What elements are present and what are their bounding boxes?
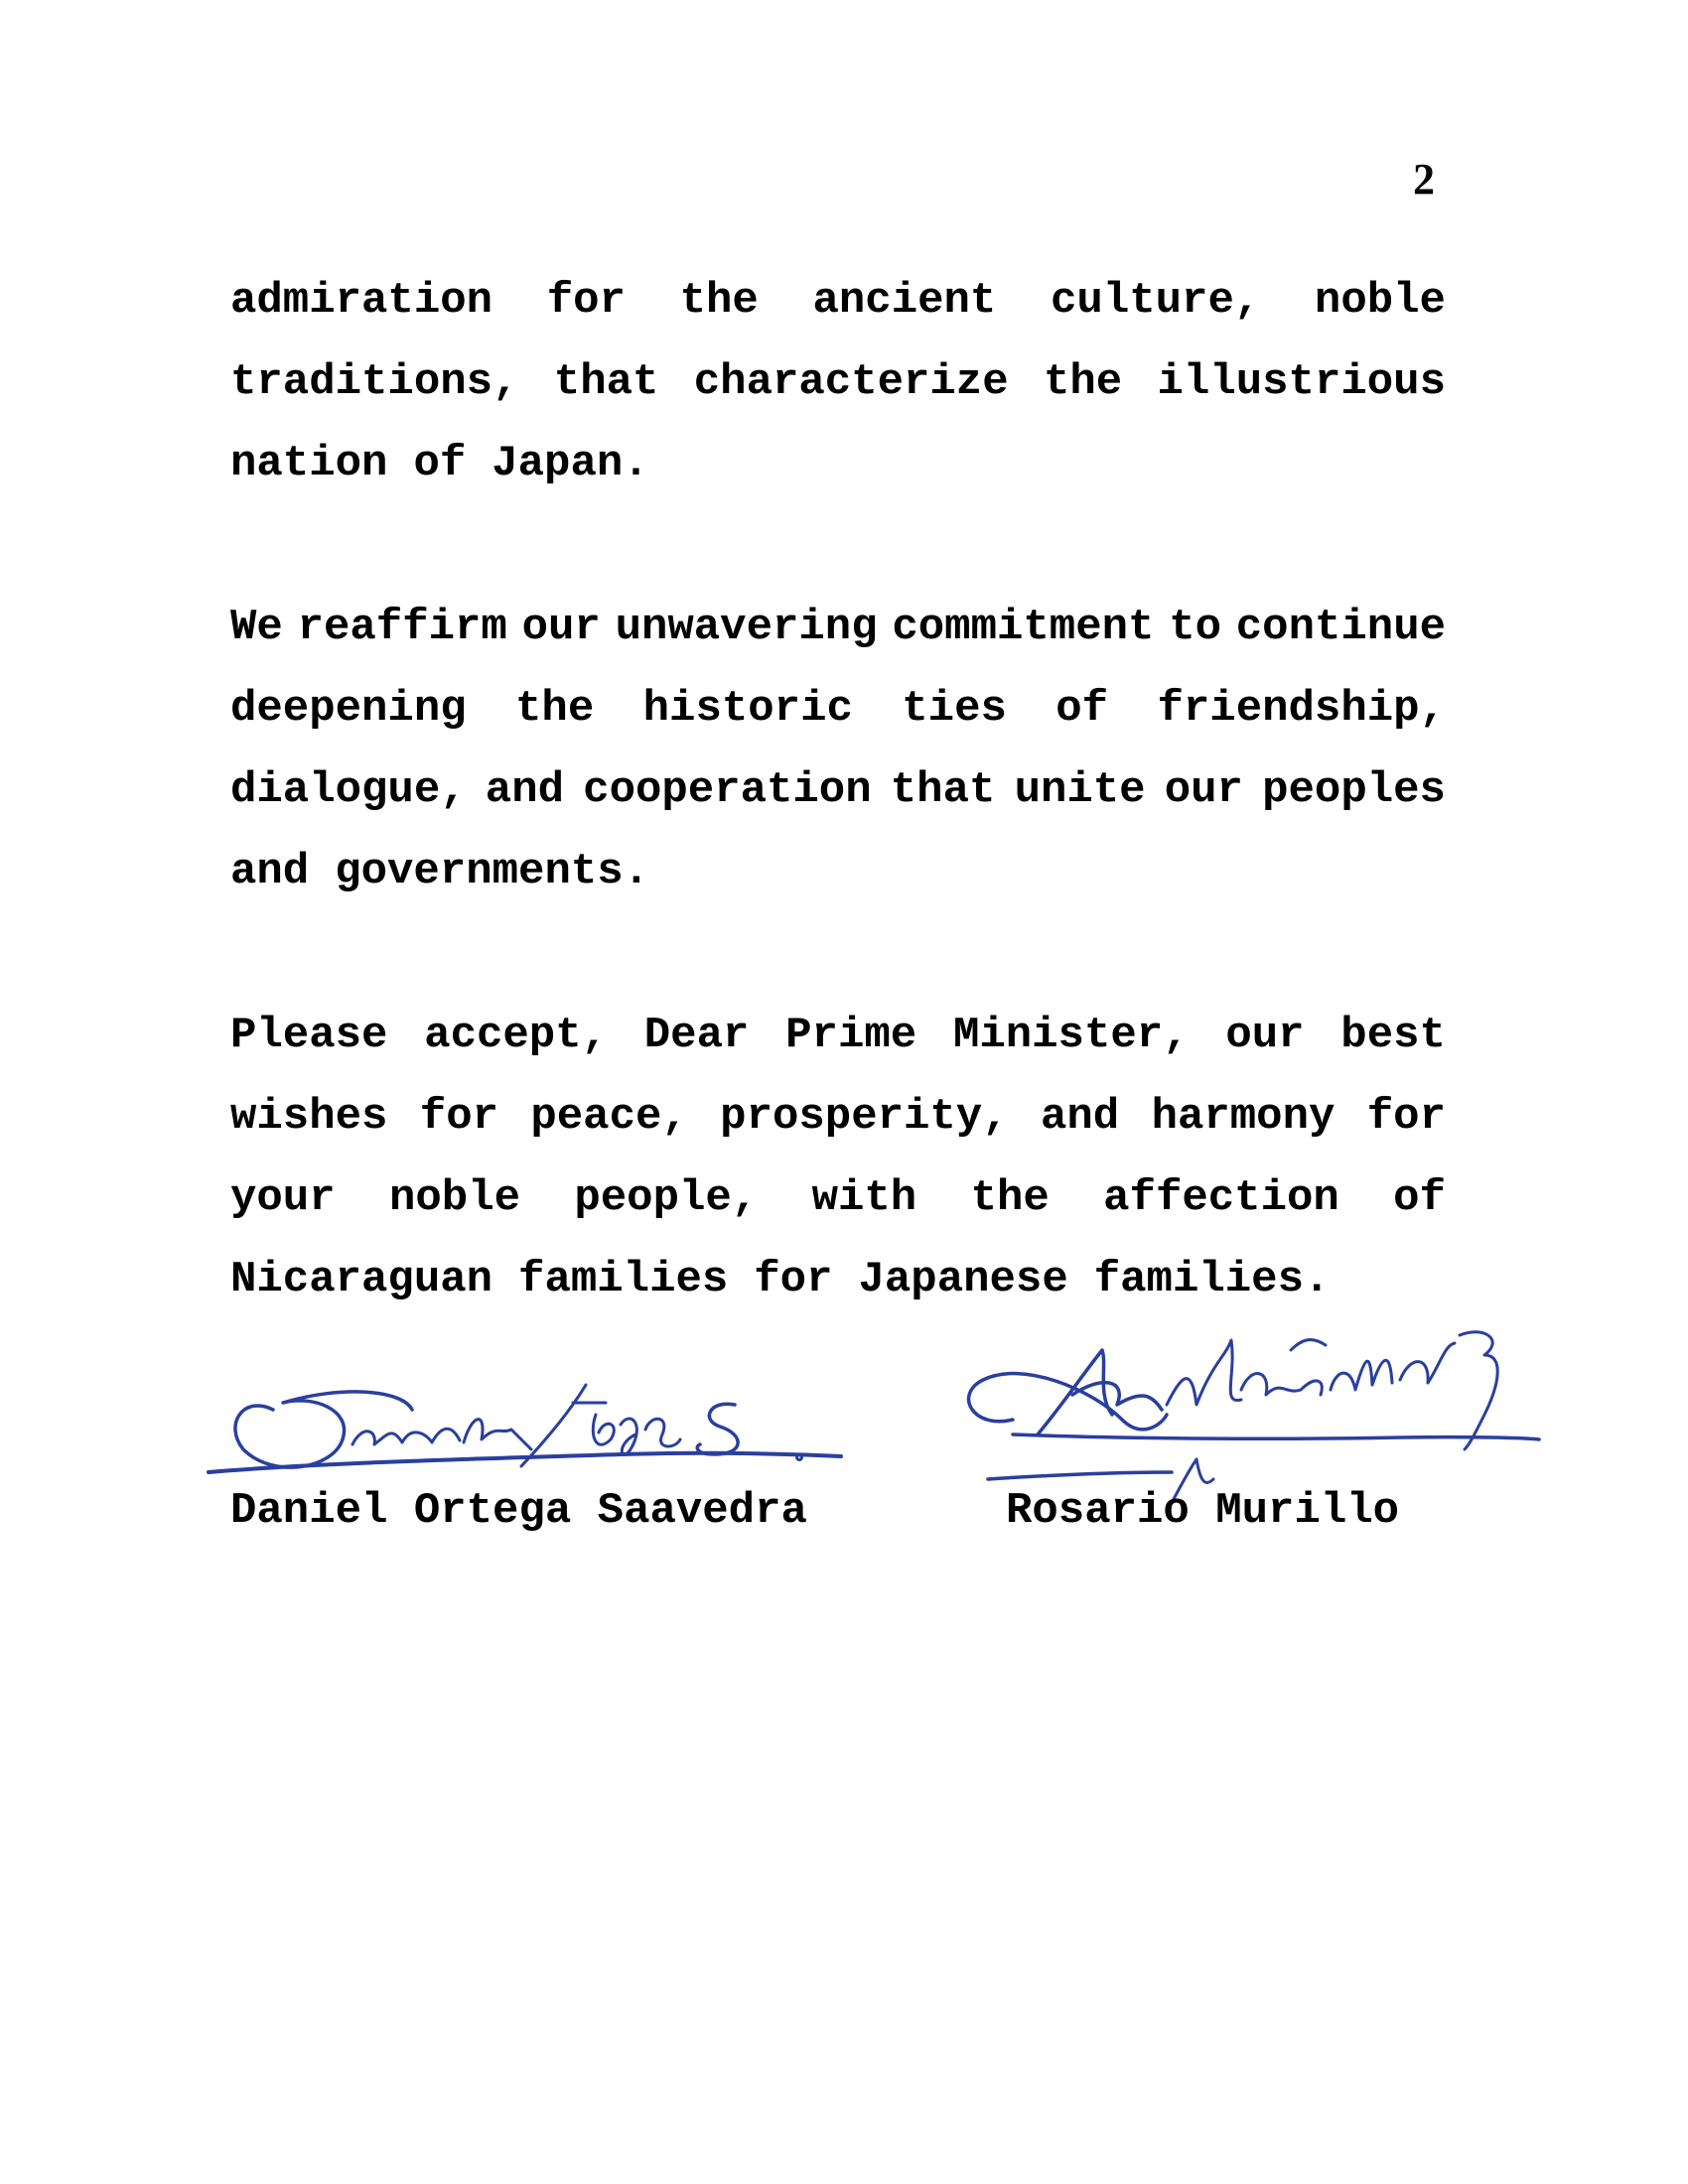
word: We — [230, 603, 283, 652]
text-line — [230, 995, 1446, 1076]
word: and — [1040, 1092, 1120, 1142]
word: traditions, — [230, 357, 519, 407]
word: reaffirm — [297, 603, 507, 652]
word: our — [1225, 1011, 1305, 1060]
word: prosperity, — [720, 1092, 1009, 1142]
text-line — [230, 260, 1446, 341]
word: for — [1366, 1092, 1446, 1142]
word: Japanese — [858, 1255, 1068, 1304]
word: the — [970, 1173, 1050, 1223]
paragraph-1 — [230, 260, 1446, 504]
word: ties — [902, 684, 1007, 734]
word: to — [1169, 603, 1221, 652]
word: families — [518, 1255, 729, 1304]
word: unwavering — [615, 603, 878, 652]
word: characterize — [693, 357, 1009, 407]
word: of — [1055, 684, 1109, 734]
text-line — [230, 587, 1446, 668]
word: friendship, — [1157, 684, 1446, 734]
word: unite — [1014, 765, 1146, 815]
word: families. — [1093, 1255, 1331, 1304]
signer-name-ortega: Daniel Ortega Saavedra — [230, 1486, 807, 1536]
word: best — [1340, 1011, 1446, 1060]
word: for — [546, 276, 626, 326]
word: for — [754, 1255, 833, 1304]
word: our — [521, 603, 601, 652]
word: affection — [1103, 1173, 1339, 1223]
word: that — [890, 765, 996, 815]
word: governments. — [335, 847, 650, 896]
text-line — [230, 668, 1446, 750]
paragraph-3 — [230, 995, 1446, 1320]
text-line — [230, 1076, 1446, 1158]
text-line — [230, 831, 1446, 912]
word: cooperation — [583, 765, 872, 815]
paragraph-2 — [230, 587, 1446, 912]
word: accept, — [424, 1011, 609, 1060]
word: wishes — [230, 1092, 388, 1142]
word: Japan. — [492, 439, 649, 488]
word: commitment — [892, 603, 1155, 652]
word: and — [485, 765, 565, 815]
word: Prime — [785, 1011, 917, 1060]
text-line — [230, 1158, 1446, 1239]
word: the — [1043, 357, 1123, 407]
word: illustrious — [1157, 357, 1446, 407]
word: peace, — [530, 1092, 688, 1142]
word: that — [553, 357, 659, 407]
word: of — [413, 439, 467, 488]
word: the — [515, 684, 595, 734]
word: Nicaraguan — [230, 1255, 493, 1304]
signature-ortega — [204, 1355, 859, 1504]
text-line — [230, 750, 1446, 831]
word: Dear — [643, 1011, 750, 1060]
page-number: 2 — [1413, 155, 1435, 204]
word: harmony — [1151, 1092, 1336, 1142]
word: noble — [388, 1173, 521, 1223]
word: noble — [1314, 276, 1446, 326]
word: and — [230, 847, 310, 896]
word: the — [679, 276, 759, 326]
word: ancient — [812, 276, 997, 326]
word: people, — [574, 1173, 759, 1223]
word: Minister, — [952, 1011, 1190, 1060]
word: deepening — [230, 684, 467, 734]
word: for — [419, 1092, 499, 1142]
text-line — [230, 341, 1446, 423]
word: your — [230, 1173, 336, 1223]
word: peoples — [1262, 765, 1446, 815]
word: nation — [230, 439, 388, 488]
word: Please — [230, 1011, 388, 1060]
word: our — [1164, 765, 1243, 815]
word: of — [1393, 1173, 1446, 1223]
word: admiration — [230, 276, 493, 326]
signer-name-murillo: Rosario Murillo — [1006, 1486, 1400, 1536]
word: dialogue, — [230, 765, 467, 815]
word: historic — [642, 684, 853, 734]
text-line — [230, 423, 1446, 504]
word: culture, — [1051, 276, 1261, 326]
word: with — [811, 1173, 917, 1223]
word: continue — [1235, 603, 1446, 652]
